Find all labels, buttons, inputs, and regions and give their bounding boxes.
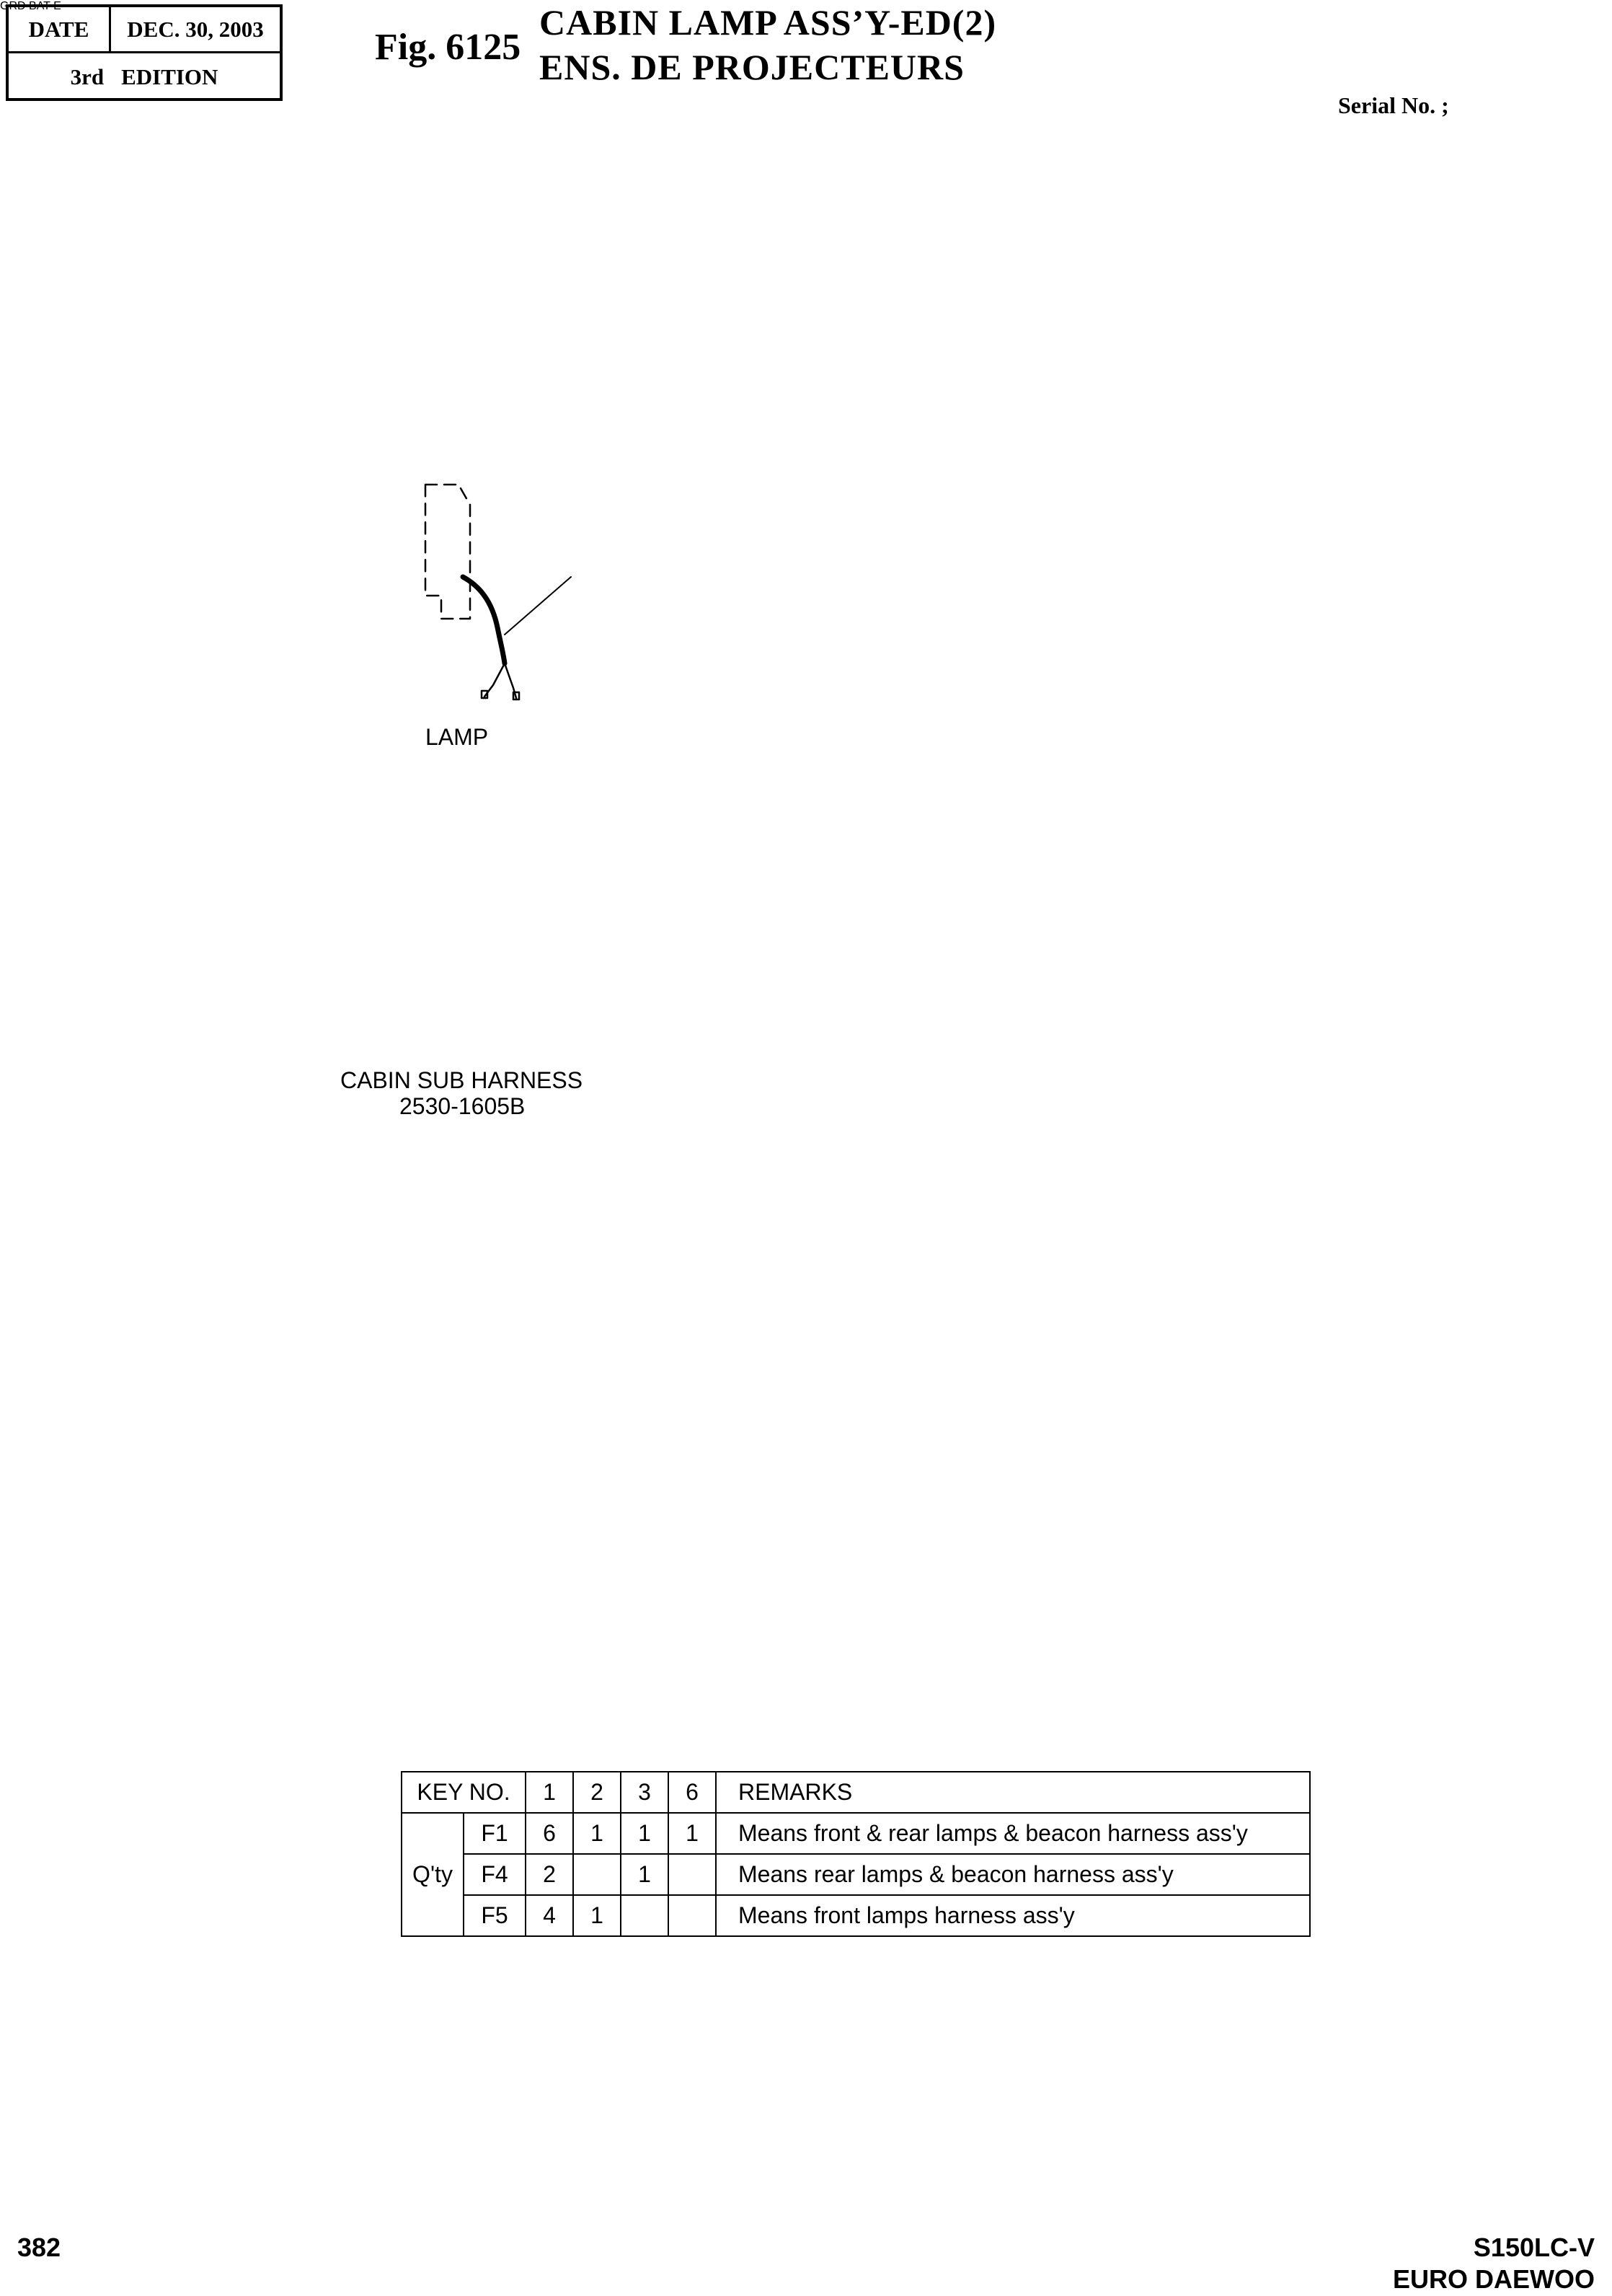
remark-cell: Means front lamps harness ass'y [716,1895,1310,1936]
figure-number: Fig. 6125 [375,27,521,68]
cabin-sub-harness-label: CABIN SUB HARNESS [340,1067,583,1093]
lamp-label: LAMP [425,724,489,750]
table-row [402,1813,1310,1854]
qty-cell: 1 [621,1854,668,1895]
key-number-6: 6 [668,1772,716,1813]
brand-name: EURO DAEWOO [1392,2264,1595,2294]
qty-cell [668,1854,716,1895]
qty-cell: 4 [526,1895,573,1936]
table-row [402,1854,1310,1895]
title-english: CABIN LAMP ASS’Y-ED(2) [539,2,997,43]
qty-cell: 1 [573,1813,621,1854]
qty-cell: 1 [621,1813,668,1854]
qty-cell [668,1895,716,1936]
qty-cell: 1 [668,1813,716,1854]
qty-cell [621,1895,668,1936]
lamp-wire-part [425,485,571,699]
harness-part-number: 2530-1605B [399,1093,526,1119]
qty-label: Q'ty [402,1813,464,1936]
remark-cell: Means front & rear lamps & beacon harness ass'y [716,1813,1310,1854]
alternator-mark-e: E [53,0,61,12]
date-value: DEC. 30, 2003 [127,16,264,42]
qty-cell: 6 [526,1813,573,1854]
variant-cell: F5 [464,1895,526,1936]
qty-cell: 1 [573,1895,621,1936]
serial-number: Serial No. ; [1338,92,1449,118]
qty-cell [573,1854,621,1895]
alternator-mark-bat: BAT [29,0,50,12]
table-row [402,1895,1310,1936]
key-no-header: KEY NO. [402,1772,526,1813]
variant-cell: F1 [464,1813,526,1854]
key-quantity-table [401,1771,1311,1937]
edition-label: EDITION [121,64,218,89]
date-label: DATE [9,7,111,51]
alternator-mark-grd: GRD [0,0,26,12]
model-name: S150LC-V [1473,2233,1595,2262]
key-number-1: 1 [526,1772,573,1813]
page-number: 382 [17,2233,61,2262]
remark-cell: Means rear lamps & beacon harness ass'y [716,1854,1310,1895]
variant-cell: F4 [464,1854,526,1895]
table-header-row [402,1772,1310,1813]
key-number-3: 3 [621,1772,668,1813]
remarks-header: REMARKS [716,1772,1310,1813]
edition-number: 3rd [70,64,105,89]
qty-cell: 2 [526,1854,573,1895]
title-french: ENS. DE PROJECTEURS [539,47,965,87]
key-number-2: 2 [573,1772,621,1813]
